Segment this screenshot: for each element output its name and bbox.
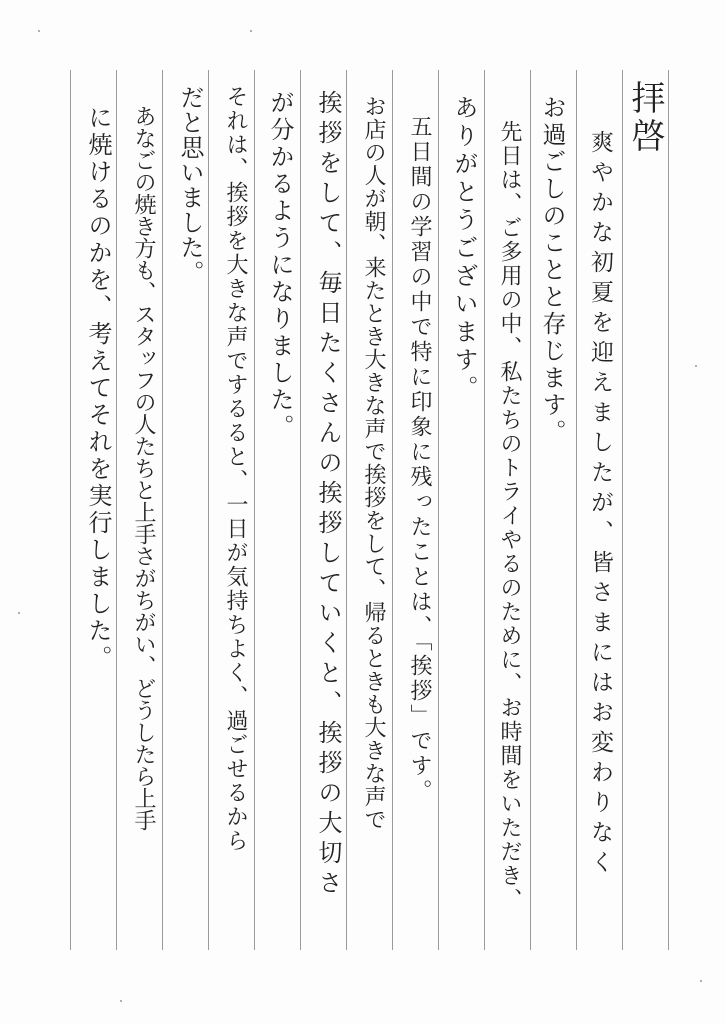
- column-rule: [668, 70, 669, 950]
- paper-speck: [38, 30, 40, 32]
- letter-column-4: ありがとうございます。: [450, 95, 478, 403]
- column-rule: [392, 70, 393, 950]
- column-rule: [622, 70, 623, 950]
- letter-column-8: が分かるようになりました。: [266, 90, 294, 441]
- column-rule: [438, 70, 439, 950]
- paper-speck: [250, 30, 252, 32]
- column-rule: [346, 70, 347, 950]
- column-rule: [116, 70, 117, 950]
- letter-column-11: あなごの焼き方も、スタッフの人たちと上手さがちがい、どうしたら上手: [131, 105, 156, 831]
- letter-column-12: に焼けるのかを、考えてそれを実行しました。: [84, 105, 112, 672]
- letter-column-6: お店の人が朝、来たとき大きな声で挨拶をして、帰るときも大きな声で: [361, 95, 386, 831]
- column-rule: [162, 70, 163, 950]
- paper-speck: [18, 612, 20, 614]
- letter-column-1: 爽やかな初夏を迎えましたが、皆さまにはお変わりなく: [587, 130, 613, 880]
- column-rule: [300, 70, 301, 950]
- paper-speck: [700, 980, 702, 982]
- column-rule: [70, 70, 71, 950]
- letter-column-2: お過ごしのことと存じます。: [538, 95, 566, 446]
- letter-column-3: 先日は、ご多用の中、私たちのトライやるのために、お時間をいただき、: [497, 120, 522, 912]
- column-rule: [530, 70, 531, 950]
- letter-column-7: 挨拶をして、毎日たくさんの挨拶していくと、挨拶の大切さ: [314, 90, 342, 900]
- paper-speck: [695, 365, 697, 367]
- letter-salutation: 拝啓: [625, 80, 665, 156]
- letter-column-10: だと思いました。: [176, 85, 204, 285]
- paper-speck: [120, 1000, 122, 1002]
- column-rule: [576, 70, 577, 950]
- letter-column-5: 五日間の学習の中で特に印象に残ったことは、「挨拶」です。: [407, 115, 432, 804]
- column-rule: [484, 70, 485, 950]
- letter-column-9: それは、挨拶を大きな声でするると、一日が気持ちよく、過ごせるから: [223, 85, 248, 853]
- column-rule: [208, 70, 209, 950]
- column-rule: [254, 70, 255, 950]
